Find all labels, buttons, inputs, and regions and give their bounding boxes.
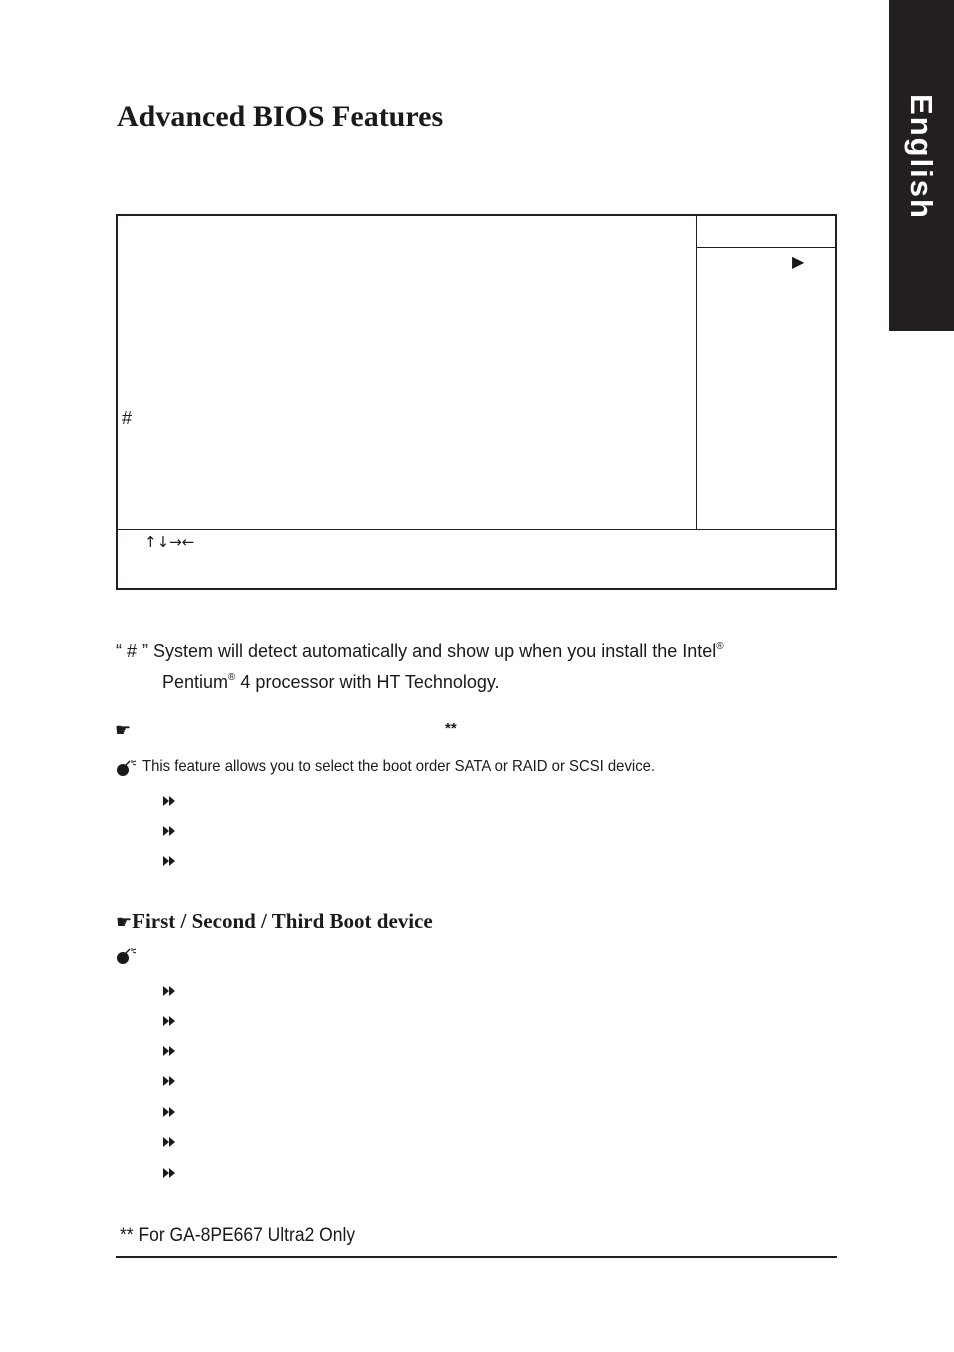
bomb-icon [115, 947, 141, 965]
model-footnote: ** For GA-8PE667 Ultra2 Only [120, 1225, 356, 1246]
double-arrow-icon [161, 1166, 177, 1180]
double-arrow-icon [161, 1135, 177, 1149]
ht-note-rest: 4 processor with HT Technology. [235, 672, 500, 692]
submenu-arrow-icon: ▶ [792, 254, 805, 271]
page-title: Advanced BIOS Features [117, 100, 444, 133]
boot-device-heading [116, 908, 433, 936]
language-tab-label: English [904, 94, 939, 220]
registered-mark: ® [716, 641, 724, 652]
bios-footer-divider [118, 529, 835, 530]
bios-help-header-divider [696, 247, 835, 248]
bomb-icon [115, 759, 141, 777]
hand-pointer-icon: ☛ [115, 720, 132, 741]
ht-item-hash-mark: # [122, 408, 133, 428]
double-arrow-icon [161, 794, 177, 808]
language-tab [889, 0, 954, 331]
footer-rule [116, 1256, 837, 1258]
pentium-word: Pentium [162, 672, 229, 692]
hand-pointer-icon: ☛ [116, 912, 133, 933]
double-arrow-icon [161, 1105, 177, 1119]
double-arrow-icon [161, 1074, 177, 1088]
bios-screen-frame [116, 214, 837, 590]
double-arrow-icon [161, 854, 177, 868]
navigation-keys-hint: ↑↓→← [144, 533, 195, 551]
double-arrow-icon [161, 824, 177, 838]
bios-column-divider [696, 216, 697, 529]
double-arrow-icon [161, 1014, 177, 1028]
double-arrow-icon [161, 1044, 177, 1058]
ht-note-line-2 [162, 671, 500, 693]
model-specific-marker: ** [445, 720, 457, 737]
ht-note-line-1 [116, 640, 724, 662]
boot-device-heading-text: First / Second / Third Boot device [132, 909, 433, 933]
ht-note-text: “ # ” System will detect automatically and show up when you install the Intel [116, 641, 717, 661]
boot-order-description: This feature allows you to select the boot order SATA or RAID or SCSI device. [142, 758, 656, 775]
double-arrow-icon [161, 984, 177, 998]
registered-mark: ® [228, 672, 236, 683]
